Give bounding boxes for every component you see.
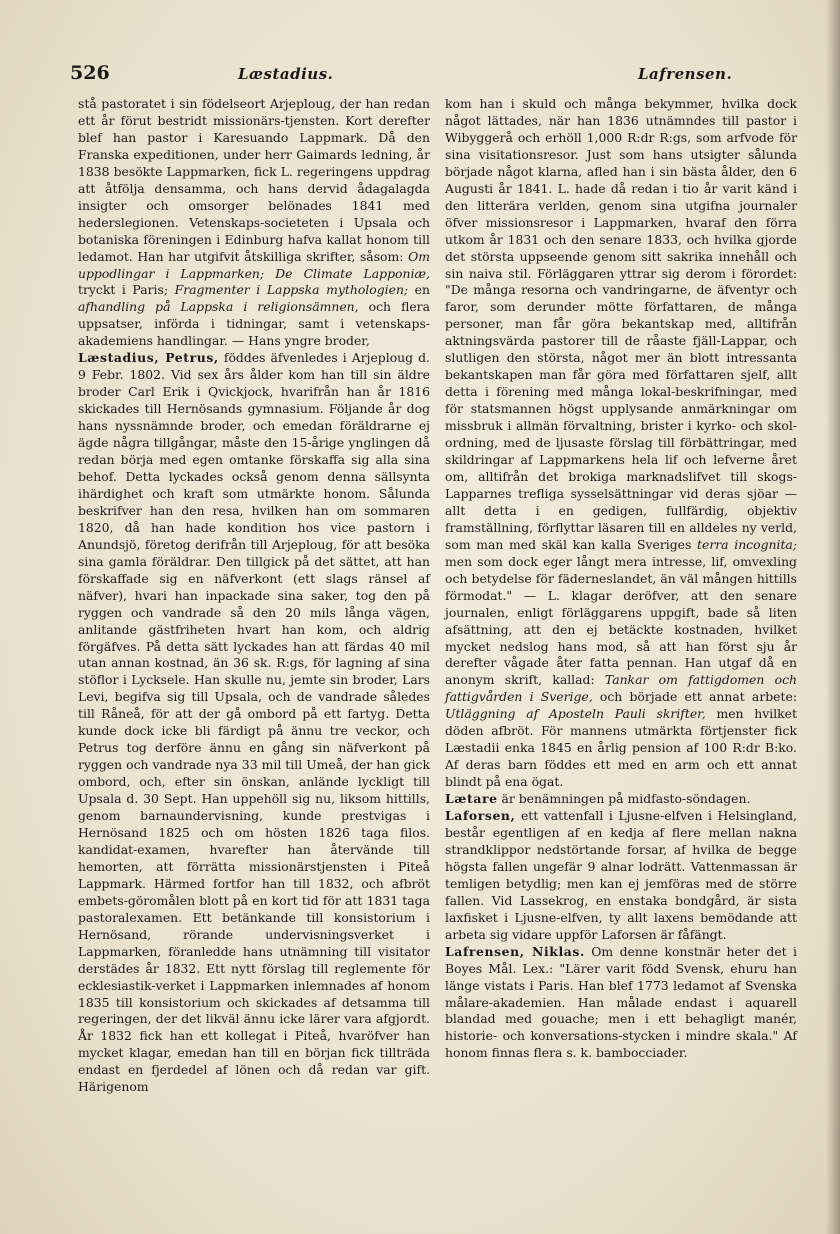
body-text: kom han i skuld och många bekymmer, hvilka dock något lättades, när han 1836 utnämndes till pastor i Wibyggerå och erhöll 1,000 R:dr R:gs, som arfvode för sina visitationsresor. Just som hans utsigter sålunda började något klarna, afled han i sin bästa ålder, den 6 Augusti år 1841. L. hade då redan i tio år varit känd i den litterära verlden, genom sina utgifna journaler öfver missionsresor i Lappmarken, hvaraf den förra utkom år 1831 och den senare 1833, och hvilka gjorde det största uppseende genom sitt sakrika innehåll och sin naiva stil. Förläggaren yttrar sig derom i förordet: "De många resorna och vandringarne, de äfventyr och faror, som derunder mötte författaren, de många personer, man får göra bekantskap med, alltifrån aktningsvärda pastorer till de råaste fjäll-Lappar, och slutligen den största, något mer än blott intressanta bekantskapen man får göra med författaren sjelf, allt detta i förening med många lokal-beskrifningar, med för statsmannen högst upplysande anmärkningar om missbruk i allmän förvaltning, brister i kyrko- och skol-ordning, med de ljusaste förslag till förbättringar, med skildringar af Lappmarkens hela lif och lefverne året om, alltifrån det brokiga marknadslifvet till skogs-Lapparnes trefliga sysselsättningar vid deras sjöar — allt detta i en gedigen, fullfärdig, objektiv framställning, förflyttar läsaren till en alldeles ny verld, som man med skäl kan kalla Sveriges [445, 96, 797, 552]
body-text: ett vattenfall i Ljusne-elfven i Helsingland, består egentligen af en kedja af flere mellan nakna strandklippor nedstörtande forsar, af hvilka de begge högsta fallen ungefär 9 alnar lodrätt. Vattenmassan är temligen betydlig; men kan ej jemföras med de större fallen. Vid Lassekrog, en enstaka bondgård, är sista laxfisket i Ljusne-elfven, ty allt laxens bemödande att arbeta sig vidare uppför Laforsen är fåfängt. [445, 808, 797, 942]
body-text: men hvilket döden afbröt. För mannens utmärkta förtjenster fick Læstadii enka 1845 en årlig pension af 100 R:dr B:ko. Af deras barn föddes ett med en arm och ett annat blindt på ena ögat. [445, 706, 797, 790]
left-column [78, 96, 430, 1096]
body-text: men som dock eger långt mera intresse, lif, omvexling och betydelse för fäderneslandet, än väl mången hittills förmodat." — L. klagar deröfver, att den senare journalen, enligt förläggarens uppgift, bade så liten afsättning, att den ej betäckte kostnaden, hvilket mycket nedslog hans mod, så att han först sju år derefter vågade åter fatta pennan. Han utgaf då en anonym skrift, kallad: [445, 553, 797, 688]
entry-headword: Læstadius, Petrus, [78, 350, 219, 366]
italic-title: afhandling på Lappska i religionsämnen, [78, 299, 359, 315]
paragraph-p6 [445, 944, 797, 1063]
paragraph-p1 [78, 96, 430, 350]
right-headword: Lafrensen. [638, 65, 733, 83]
paragraph-p4 [445, 791, 797, 808]
italic-title: Utläggning af Aposteln Pauli skrifter, [445, 706, 706, 722]
paragraph-p2 [78, 350, 430, 1096]
body-text: en [408, 282, 430, 298]
body-text: stå pastoratet i sin födelseort Arjeploug, der han redan ett år förut bestridt missionärs-tjensten. Kort derefter blef han pastor i Karesuando Lappmark. Då den Franska expeditionen, under herr Gaimards ledning, år 1838 besökte Lappmarken, fick L. regeringens uppdrag att åtfölja densamma, och hans dervid ådagalagda insigter och omsorger belönades 1841 med hederslegionen. Vetenskaps-societeten i Upsala och botaniska föreningen i Edinburg hafva kallat honom till ledamot. Han har utgifvit åtskilliga skrifter, såsom: [78, 96, 430, 264]
entry-headword: Laforsen, [445, 808, 516, 824]
body-text: är benämningen på midfasto-söndagen. [497, 791, 751, 807]
paragraph-p5 [445, 808, 797, 944]
running-header [70, 62, 810, 90]
left-headword: Læstadius. [238, 65, 334, 83]
italic-title: Om uppodlingar i Lappmarken; De Climate Lapponiæ, [78, 248, 430, 281]
right-column [445, 96, 797, 1062]
body-text: tryckt i Paris; [78, 282, 175, 298]
body-text: föddes äfvenledes i Arjeploug d. 9 Febr. 1802. Vid sex års ålder kom han till sin äldre broder Carl Erik i Qvickjock, hvarifrån han år 1816 skickades till Hernösands gymnasium. Följande år dog hans nyssnämnde broder, och emedan föräldrarne ej ägde några tillgångar, måste den 15-årige ynglingen då redan börja med egen omtanke förskaffa sig alla sina behof. Detta lyckades också genom denna sällsynta ihärdighet och kraft som utmärkte honom. Sålunda beskrifver han den resa, hvilken han om sommaren 1820, då han hade kondition hos vice pastorn i Anundsjö, företog derifrån till Arjeploug, för att besöka sina gamla föräldrar. Den tillgick på det sättet, att han förskaffade sig en näfverkont (ett slags ränsel af näfver), hvari han inpackade sina saker, tog den på ryggen och vandrade så den 20 mils långa vägen, anlitande gästfriheten hvart han kom, och aldrig förgäfves. På detta sätt lyckades han att färdas 40 mil utan annan kostnad, än 36 sk. R:gs, för lagning af sina stöflor i Lycksele. Han skulle nu, jemte sin broder, Lars Levi, begifva sig till Upsala, och de vandrade således till Råneå, för att der gå ombord på ett fartyg. Detta kunde dock icke bli färdigt på ännu tre veckor, och Petrus tog derföre ännu en gång sin näfverkont på ryggen och vandrade nya 33 mil till Umeå, der han gick ombord, och, efter sin önskan, anlände lyckligt till Upsala d. 30 Sept. Han uppehöll sig nu, liksom hittills, genom barnaundervisning, kunde prestvigas i Hernösand 1825 och om hösten 1826 taga filos. kandidat-examen, hvarefter han återvände till hemorten, att förrätta missionärstjensten i Piteå Lappmark. Härmed fortfor han till 1832, och afbröt embets-göromålen blott på en kort tid för att 1831 taga pastoralexamen. Ett betänkande till konsistorium i Hernösand, rörande undervisningsverket i Lappmarken, föranledde hans utnämning till visitator derstädes år 1832. Ett nytt förslag till reglemente för ecklesiastik-verket i Lappmarken inlemnades af honom 1835 till konsistorium och skickades af detsamma till regeringen, der det likväl ännu icke lärer vara afgjordt. År 1832 fick han ett kollegat i Piteå, hvaröfver han mycket klagar, emedan han till en början fick tillträda endast en fjerdedel af lönen och då redan var gift. Härigenom [78, 350, 430, 1095]
body-text: och flera uppsatser, införda i tidningar, samt i vetenskaps-akademiens handlingar. — Hans yngre broder, [78, 299, 430, 349]
body-text: och började ett annat arbete: [592, 689, 797, 705]
body-text: Om denne konstnär heter det i Boyes Mål. Lex.: "Lärer varit född Svensk, ehuru han länge vistats i Paris. Han blef 1773 ledamot af Svenska målare-akademien. Han målade endast i aquarell blandad med gouache; men i ett behagligt manér, historie- och konversations-stycken i mindre skala." Af honom finnas flera s. k. bambocciader. [445, 943, 797, 1061]
italic-title: terra incognita; [697, 536, 797, 552]
italic-title: Fragmenter i Lappska mythologien; [174, 282, 409, 298]
paragraph-p3 [445, 96, 797, 791]
entry-headword: Lætare [445, 791, 498, 807]
entry-headword: Lafrensen, Niklas. [445, 943, 585, 959]
italic-title: Tankar om fattigdomen och fattigvården i Sverige, [445, 672, 797, 705]
page-number: 526 [70, 62, 110, 84]
